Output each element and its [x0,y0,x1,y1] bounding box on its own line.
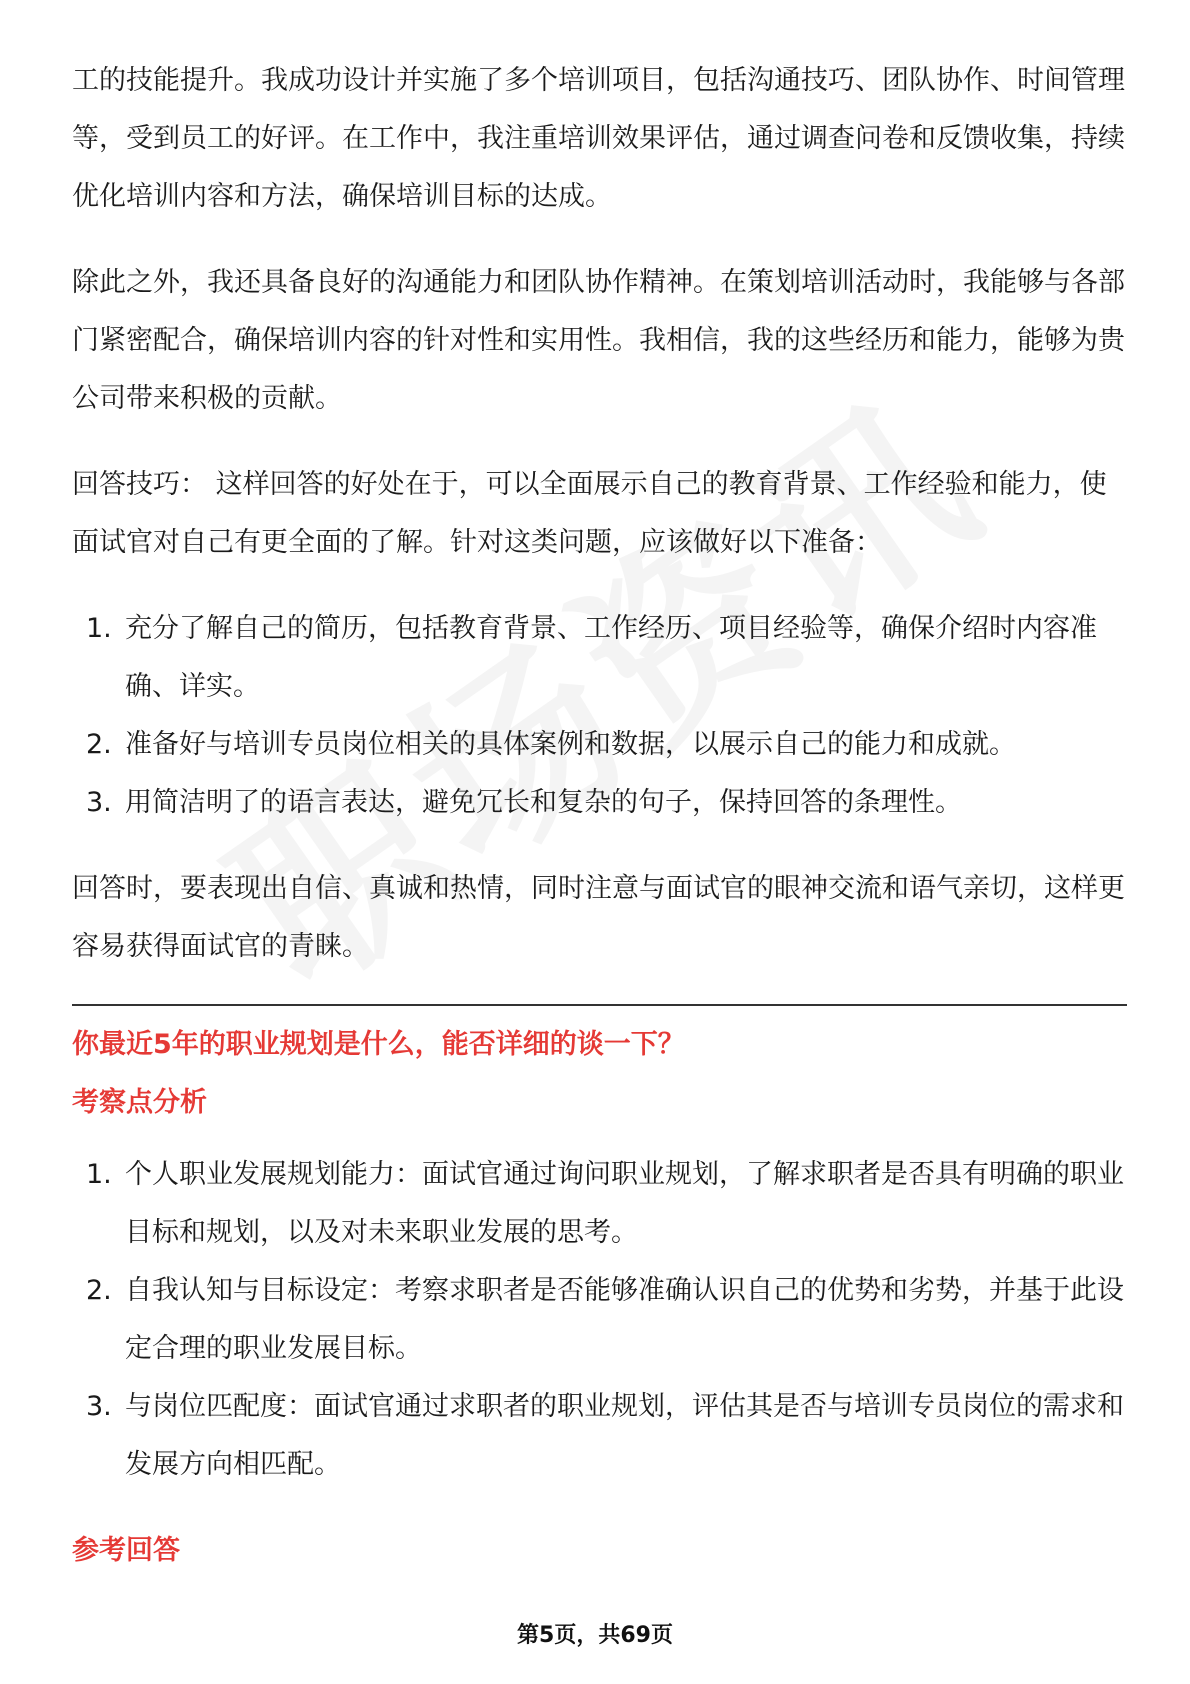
paragraph: 除此之外，我还具备良好的沟通能力和团队协作精神。在策划培训活动时，我能够与各部门紧密配合，确保培训内容的针对性和实用性。我相信，我的这些经历和能力，能够为贵公司带来积极的贡献。 [72,267,1125,414]
list-number: 3. [86,787,112,818]
reference-answer-heading: 参考回答 [72,1535,180,1566]
document-body [72,52,1127,1580]
list-number: 2. [86,1275,112,1306]
page-footer: 第5页，共69页 [517,1623,673,1648]
list-item-text: 充分了解自己的简历，包括教育背景、工作经历、项目经验等，确保介绍时内容准确、详实。 [125,613,1097,702]
list-item-text: 用简洁明了的语言表达，避免冗长和复杂的句子，保持回答的条理性。 [125,787,962,818]
list-item-text: 准备好与培训专员岗位相关的具体案例和数据，以展示自己的能力和成就。 [125,729,1016,760]
analysis-list [72,1146,1127,1494]
list-number: 1. [86,1159,112,1190]
list-item [72,1262,1127,1378]
list-item [72,1146,1127,1262]
answer-tips-paragraph: 回答技巧： 这样回答的好处在于，可以全面展示自己的教育背景、工作经验和能力，使面试官对自己有更全面的了解。针对这类问题，应该做好以下准备： [72,469,1107,558]
list-number: 3. [86,1391,112,1422]
list-number: 1. [86,613,112,644]
closing-paragraph: 回答时，要表现出自信、真诚和热情，同时注意与面试官的眼神交流和语气亲切，这样更容易获得面试官的青睐。 [72,873,1125,962]
section-divider [72,1004,1127,1006]
list-item [72,1378,1127,1494]
list-item-text: 与岗位匹配度：面试官通过求职者的职业规划，评估其是否与培训专员岗位的需求和发展方向相匹配。 [125,1391,1124,1480]
paragraph: 工的技能提升。我成功设计并实施了多个培训项目，包括沟通技巧、团队协作、时间管理等，受到员工的好评。在工作中，我注重培训效果评估，通过调查问卷和反馈收集，持续优化培训内容和方法，确保培训目标的达成。 [72,65,1125,212]
list-item-text: 自我认知与目标设定：考察求职者是否能够准确认识自己的优势和劣势，并基于此设定合理的职业发展目标。 [125,1275,1124,1364]
list-item [72,600,1127,716]
list-number: 2. [86,729,112,760]
list-item [72,774,1127,832]
list-item-text: 个人职业发展规划能力：面试官通过询问职业规划，了解求职者是否具有明确的职业目标和规划，以及对未来职业发展的思考。 [125,1159,1124,1248]
question-heading: 你最近5年的职业规划是什么，能否详细的谈一下？ [72,1029,685,1060]
list-item [72,716,1127,774]
preparation-list [72,600,1127,832]
analysis-heading: 考察点分析 [72,1087,207,1118]
